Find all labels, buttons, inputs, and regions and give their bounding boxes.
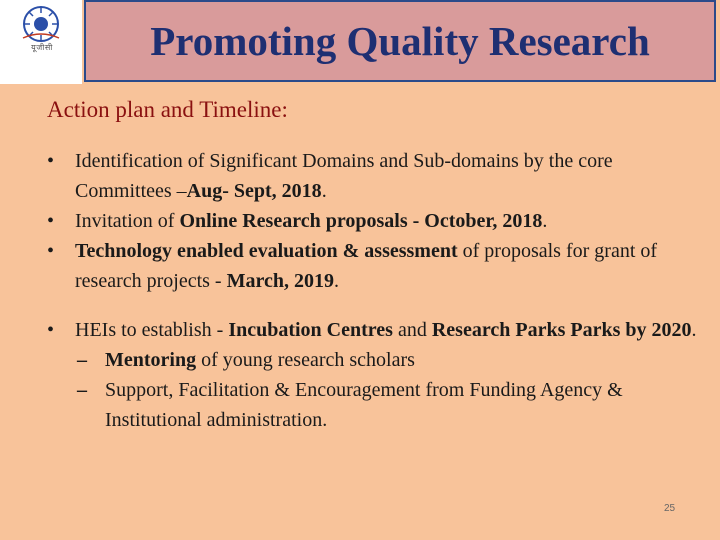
bullet-text: HEIs to establish - — [75, 319, 229, 341]
logo-caption: यूजीसी — [31, 43, 53, 52]
bullet-item-4 — [47, 315, 697, 345]
bullet-text: . — [334, 270, 339, 292]
bullet-glyph: • — [47, 240, 55, 262]
ugc-logo — [0, 0, 82, 84]
bullet-text: . — [321, 180, 327, 202]
bullet-item-2 — [47, 206, 697, 236]
bullet-bold-text: March, 2019 — [226, 270, 334, 292]
sub-bold-text: Mentoring — [105, 349, 197, 371]
bullet-bold-text: Technology enabled evaluation & assessment — [75, 240, 458, 262]
sub-item-2 — [47, 375, 697, 435]
bullet-text: Identification of Significant Domains and Sub-domains by the core Committees – — [75, 150, 613, 202]
bullet-bold-text: Incubation Centres — [228, 319, 393, 341]
emblem-icon — [8, 4, 74, 44]
dash-glyph: – — [77, 349, 87, 371]
sub-item-1 — [47, 345, 697, 375]
slide-title: Promoting Quality Research — [150, 18, 650, 64]
bullet-text: of proposals for grant of research projects - — [75, 240, 658, 292]
title-banner — [84, 0, 716, 82]
bullet-text: . — [691, 319, 697, 341]
bullet-text: . — [542, 210, 548, 232]
bullet-glyph: • — [47, 319, 55, 341]
bullet-item-3 — [47, 236, 697, 296]
slide-content — [47, 146, 697, 435]
bullet-bold-text: Aug- Sept, 2018 — [186, 180, 322, 202]
bullet-glyph: • — [47, 150, 55, 172]
sub-text: Support, Facilitation & Encouragement from Funding Agency & Institutional administration. — [105, 379, 623, 431]
dash-glyph: – — [77, 379, 87, 401]
section-subtitle: Action plan and Timeline: — [47, 97, 288, 122]
bullet-bold-text: Online Research proposals - October, 2018 — [179, 210, 543, 232]
bullet-glyph: • — [47, 210, 55, 232]
sub-text: of young research scholars — [196, 349, 415, 371]
bullet-bold-text: Research Parks Parks by 2020 — [431, 319, 692, 341]
page-number: 25 — [664, 503, 676, 514]
bullet-text: and — [392, 319, 432, 341]
bullet-item-1 — [47, 146, 697, 206]
bullet-text: Invitation of — [75, 210, 180, 232]
